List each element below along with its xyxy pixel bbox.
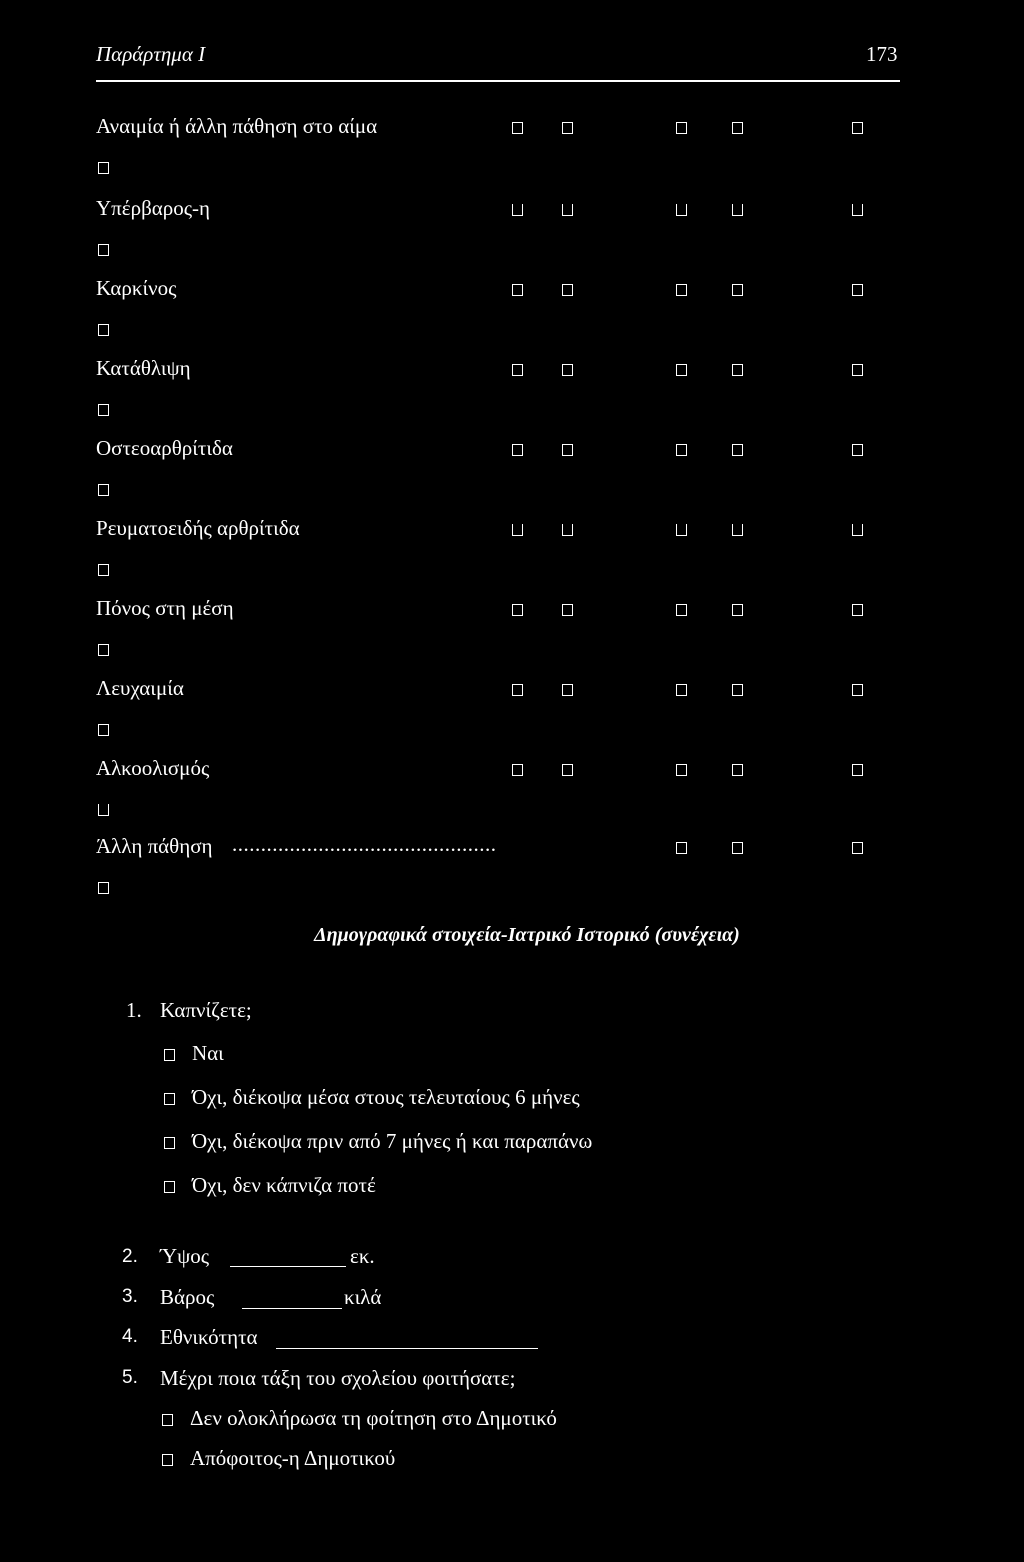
condition-label: Κατάθλιψη [96,356,191,380]
condition-label: Καρκίνος [96,276,177,300]
condition-checkbox[interactable] [676,122,687,134]
condition-checkbox[interactable] [732,842,743,854]
condition-checkbox[interactable] [676,204,687,216]
condition-checkbox[interactable] [562,604,573,616]
condition-checkbox[interactable] [562,764,573,776]
condition-checkbox[interactable] [562,284,573,296]
q2-text: Ύψος [160,1244,210,1268]
condition-checkbox[interactable] [98,404,109,416]
condition-checkbox[interactable] [732,764,743,776]
header-rule [96,80,900,82]
condition-label: Οστεοαρθρίτιδα [96,436,233,460]
smoking-option-label: Όχι, διέκοψα πριν από 7 μήνες ή και παραπάνω [192,1129,593,1153]
condition-checkbox[interactable] [98,882,109,894]
q2-unit: εκ. [350,1244,375,1268]
condition-label: Αλκοολισμός [96,756,210,780]
smoking-option-label: Ναι [192,1041,224,1065]
condition-checkbox[interactable] [732,284,743,296]
condition-checkbox[interactable] [512,122,523,134]
condition-checkbox[interactable] [676,842,687,854]
condition-checkbox[interactable] [732,122,743,134]
condition-checkbox[interactable] [676,524,687,536]
weight-input[interactable] [242,1308,342,1309]
condition-checkbox[interactable] [676,364,687,376]
condition-label: Ρευματοειδής αρθρίτιδα [96,516,300,540]
condition-checkbox[interactable] [676,764,687,776]
q1-number: 1. [126,998,142,1022]
condition-checkbox[interactable] [512,284,523,296]
condition-checkbox[interactable] [852,284,863,296]
condition-checkbox[interactable] [852,604,863,616]
condition-checkbox[interactable] [512,764,523,776]
condition-checkbox[interactable] [852,204,863,216]
condition-checkbox[interactable] [98,564,109,576]
section-heading: Δημογραφικά στοιχεία-Ιατρικό Ιστορικό (συνέχεια) [314,924,740,946]
smoking-option-checkbox[interactable] [164,1093,175,1105]
running-header-title: Παράρτημα Ι [96,42,206,66]
condition-checkbox[interactable] [732,604,743,616]
q5-text: Μέχρι ποια τάξη του σχολείου φοιτήσατε; [160,1366,516,1390]
condition-checkbox[interactable] [562,444,573,456]
condition-checkbox[interactable] [98,724,109,736]
condition-checkbox[interactable] [676,284,687,296]
q3-text: Βάρος [160,1285,215,1309]
condition-checkbox[interactable] [98,244,109,256]
condition-checkbox[interactable] [676,444,687,456]
q1-text: Καπνίζετε; [160,998,252,1022]
condition-checkbox[interactable] [676,684,687,696]
condition-label: Λευχαιμία [96,676,184,700]
height-input[interactable] [230,1266,346,1267]
condition-checkbox[interactable] [512,444,523,456]
condition-checkbox[interactable] [562,684,573,696]
smoking-option-checkbox[interactable] [164,1181,175,1193]
condition-checkbox[interactable] [852,684,863,696]
condition-checkbox[interactable] [562,122,573,134]
condition-checkbox[interactable] [562,364,573,376]
condition-checkbox[interactable] [852,764,863,776]
condition-checkbox[interactable] [852,444,863,456]
education-option-label: Απόφοιτος-η Δημοτικού [190,1446,396,1470]
smoking-option-checkbox[interactable] [164,1137,175,1149]
condition-label: Υπέρβαρος-η [96,196,211,220]
condition-checkbox[interactable] [98,324,109,336]
q3-unit: κιλά [344,1285,382,1309]
other-condition-fill-line[interactable]: .............................................. [232,832,497,856]
condition-checkbox[interactable] [512,364,523,376]
condition-checkbox[interactable] [562,524,573,536]
condition-label: Αναιμία ή άλλη πάθηση στο αίμα [96,114,378,138]
q4-number: 4. [122,1326,138,1347]
condition-checkbox[interactable] [852,842,863,854]
condition-checkbox[interactable] [732,204,743,216]
q2-number: 2. [122,1246,138,1267]
condition-checkbox[interactable] [512,604,523,616]
q5-number: 5. [122,1367,138,1388]
smoking-option-label: Όχι, δεν κάπνιζα ποτέ [192,1173,376,1197]
condition-checkbox[interactable] [98,162,109,174]
page-number: 173 [866,42,898,66]
condition-checkbox[interactable] [732,364,743,376]
condition-checkbox[interactable] [676,604,687,616]
q4-text: Εθνικότητα [160,1325,258,1349]
ethnicity-input[interactable] [276,1348,538,1349]
condition-checkbox[interactable] [852,122,863,134]
condition-checkbox[interactable] [562,204,573,216]
condition-checkbox[interactable] [732,524,743,536]
condition-checkbox[interactable] [98,484,109,496]
condition-checkbox[interactable] [512,684,523,696]
smoking-option-checkbox[interactable] [164,1049,175,1061]
q3-number: 3. [122,1286,138,1307]
condition-checkbox[interactable] [512,204,523,216]
condition-checkbox[interactable] [852,524,863,536]
education-option-checkbox[interactable] [162,1414,173,1426]
condition-checkbox[interactable] [852,364,863,376]
condition-checkbox[interactable] [732,684,743,696]
smoking-option-label: Όχι, διέκοψα μέσα στους τελευταίους 6 μήνες [192,1085,580,1109]
education-option-checkbox[interactable] [162,1454,173,1466]
condition-label: Άλλη πάθηση [96,834,213,858]
condition-checkbox[interactable] [98,644,109,656]
condition-checkbox[interactable] [732,444,743,456]
condition-checkbox[interactable] [512,524,523,536]
condition-label: Πόνος στη μέση [96,596,234,620]
education-option-label: Δεν ολοκλήρωσα τη φοίτηση στο Δημοτικό [190,1406,557,1430]
condition-checkbox[interactable] [98,804,109,816]
